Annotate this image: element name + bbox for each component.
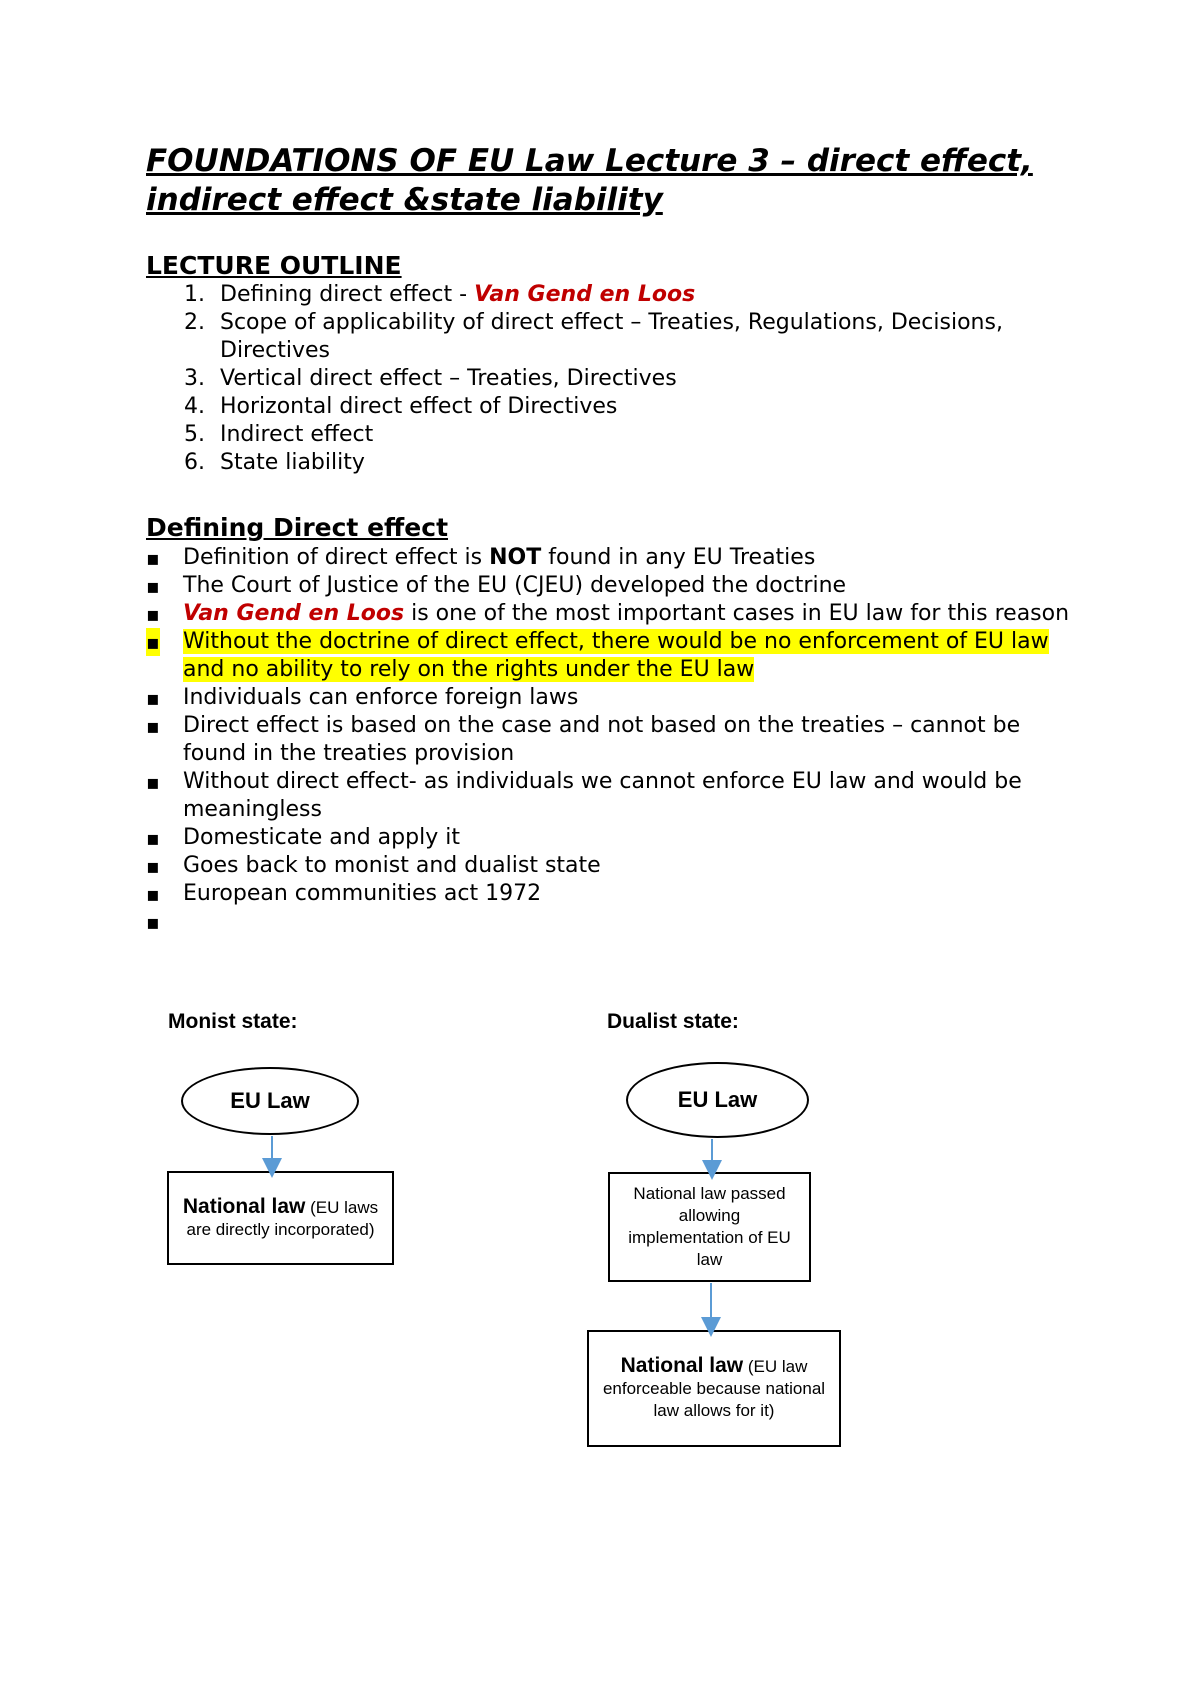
outline-item: 5. Indirect effect [184, 422, 374, 447]
outline-item: 2. Scope of applicability of direct effect – Treaties, Regulations, Decisions, Directives [184, 310, 1003, 363]
outline-item: 6. State liability [184, 450, 365, 475]
dualist-national-law-box: National law (EU law enforceable because national law allows for it) [587, 1330, 841, 1447]
monist-state-label: Monist state: [168, 1010, 298, 1033]
list-item: ▪ Individuals can enforce foreign laws [146, 684, 1076, 712]
monist-national-law-box: National law (EU laws are directly incorporated) [167, 1171, 394, 1265]
highlighted-list-item: ▪ Without the doctrine of direct effect, there would be no enforcement of EU law and no ability to rely on the rights under the EU law [146, 628, 1076, 684]
outline-item: 3. Vertical direct effect – Treaties, Directives [184, 366, 677, 391]
defining-direct-effect-heading: Defining Direct effect [146, 513, 449, 542]
case-name: Van Gend en Loos [183, 601, 405, 626]
outline-item: 4. Horizontal direct effect of Directives [184, 394, 618, 419]
dualist-eu-law-ellipse: EU Law [626, 1062, 809, 1138]
list-item: ▪ Van Gend en Loos is one of the most important cases in EU law for this reason [146, 600, 1076, 628]
list-item: ▪ Domesticate and apply it [146, 824, 1076, 852]
list-item: ▪ Without direct effect- as individuals we cannot enforce EU law and would be meaningless [146, 768, 1076, 824]
monist-eu-law-ellipse: EU Law [181, 1067, 359, 1135]
dualist-implementation-box: National law passed allowing implementation of EU law [608, 1172, 811, 1282]
document-title: FOUNDATIONS OF EU Law Lecture 3 – direct effect, indirect effect &state liability [146, 143, 1033, 218]
outline-item: 1. Defining direct effect - Van Gend en Loos [184, 282, 696, 307]
dualist-state-label: Dualist state: [607, 1010, 739, 1033]
lecture-outline-heading: LECTURE OUTLINE [146, 251, 402, 280]
list-item: ▪ European communities act 1972 [146, 880, 1076, 908]
list-item: ▪ Goes back to monist and dualist state [146, 852, 1076, 880]
case-name: Van Gend en Loos [474, 282, 696, 307]
list-item: ▪ The Court of Justice of the EU (CJEU) developed the doctrine [146, 572, 1076, 600]
list-item: ▪ Direct effect is based on the case and not based on the treaties – cannot be found in the treaties provision [146, 712, 1076, 768]
list-item: ▪ Definition of direct effect is NOT found in any EU Treaties [146, 544, 1076, 572]
